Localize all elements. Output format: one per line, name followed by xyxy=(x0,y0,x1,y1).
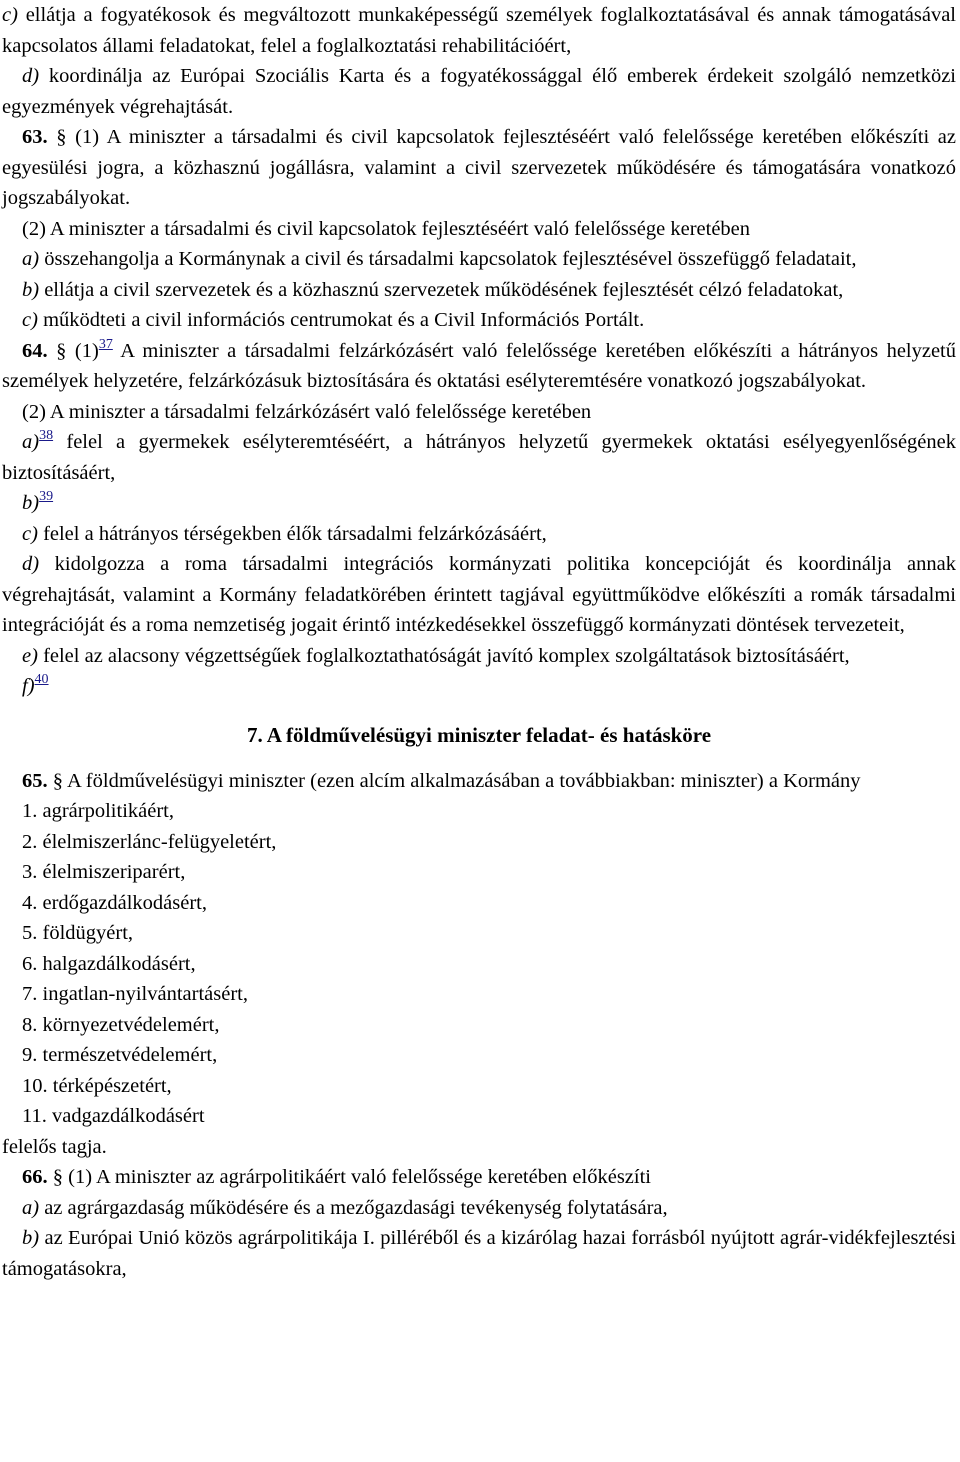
list-item: 9. természetvédelemért, xyxy=(22,1044,218,1066)
list-item: 7. ingatlan-nyilvántartásért, xyxy=(22,983,248,1005)
point-text: az agrárgazdaság működésére és a mezőgazdasági tevékenység folytatására, xyxy=(39,1196,668,1219)
point-letter: b) xyxy=(22,492,40,514)
section-64-point-c xyxy=(2,519,956,550)
footnote-link[interactable]: 38 xyxy=(39,428,54,443)
point-letter: d) xyxy=(22,553,40,575)
list-item: 2. élelmiszerlánc-felügyeletért, xyxy=(22,830,277,853)
point-text: felel a hátrányos térségekben élők társadalmi felzárkózásáért, xyxy=(37,522,547,545)
section-64-paragraph-2: (2) A miniszter a társadalmi felzárkózásért való felelőssége keretében xyxy=(22,400,592,423)
list-item: 3. élelmiszeriparért, xyxy=(22,861,186,883)
point-letter: a) xyxy=(22,431,40,453)
section-sign: § xyxy=(47,339,75,362)
section-number: 63. xyxy=(22,126,48,148)
section-63-point-a xyxy=(2,244,956,275)
point-text: az Európai Unió közös agrárpolitikája I. pilléréből és a kizárólag hazai forrásból nyújtott agrár-vidékfejlesztési támogatásokra, xyxy=(2,1227,956,1280)
footnote-link[interactable]: 40 xyxy=(34,672,49,687)
section-64-point-b xyxy=(2,488,956,519)
section-sign: § xyxy=(47,769,67,792)
point-letter: f) xyxy=(22,675,35,697)
point-text: ellátja a fogyatékosok és megváltozott munkaképességű személyek foglalkoztatásával és annak támogatásával kapcsolatos állami feladatokat, felel a foglalkoztatási rehabilitációért, xyxy=(2,4,956,57)
point-text: működteti a civil információs centrumokat és a Civil Információs Portált. xyxy=(37,309,645,331)
footnote-link[interactable]: 37 xyxy=(98,336,113,352)
list-item: 6. halgazdálkodásért, xyxy=(22,952,196,975)
section-65-closing: felelős tagja. xyxy=(2,1135,107,1158)
footnote-link[interactable]: 39 xyxy=(39,489,54,504)
point-letter: c) xyxy=(22,522,38,545)
point-letter: a) xyxy=(22,248,40,270)
list-item: 4. erdőgazdálkodásért, xyxy=(22,891,207,914)
paragraph-text: A miniszter a társadalmi felzárkózásért való felelőssége keretében előkészíti a hátrányos helyzetű személyek helyzetére, felzárkózásuk biztosítására és oktatási esélyteremtésére vonatkozó jogszabályokat. xyxy=(2,339,957,392)
section-66-paragraph-1 xyxy=(2,1162,956,1193)
point-letter: b) xyxy=(22,1227,40,1249)
point-letter: c) xyxy=(22,309,38,331)
legal-document xyxy=(2,0,956,1284)
section-sign: § xyxy=(47,126,76,148)
paragraph-text: (1) A miniszter a társadalmi és civil kapcsolatok fejlesztéséért való felelőssége keretében előkészíti az egyesülési jogra, a közhasznú jogállásra, valamint a civil szervezetek működésére és támogatására vonatkozó jogszabályokat. xyxy=(2,126,956,209)
section-63-point-c xyxy=(2,305,956,336)
paragraph-text: A földművelésügyi miniszter (ezen alcím alkalmazásában a továbbiakban: miniszter) a Kormány xyxy=(67,769,861,792)
section-number: 64. xyxy=(22,339,48,362)
paragraph-number: (1) xyxy=(74,339,99,362)
point-letter: c) xyxy=(2,4,18,26)
point-text: felel a gyermekek esélyteremtéséért, a hátrányos helyzetű gyermekek oktatási esélyegyenlőségének biztosításáért, xyxy=(2,431,956,484)
point-letter: b) xyxy=(22,278,40,301)
section-64-point-d xyxy=(2,549,956,641)
point-d-social-charter xyxy=(2,61,956,122)
point-c-disability xyxy=(2,0,956,61)
section-63-point-b xyxy=(2,275,956,306)
section-64-point-f xyxy=(2,671,956,702)
section-66-point-a xyxy=(2,1193,956,1224)
section-sign: § xyxy=(47,1166,69,1188)
section-64-point-e xyxy=(2,641,956,672)
list-item: 11. vadgazdálkodásért xyxy=(22,1105,205,1127)
section-65-intro xyxy=(2,766,956,797)
section-number: 65. xyxy=(22,769,48,792)
point-letter: a) xyxy=(22,1196,40,1219)
section-64-point-a xyxy=(2,427,956,488)
point-text: felel az alacsony végzettségűek foglalkoztathatóságát javító komplex szolgáltatások biztosításáért, xyxy=(37,644,850,667)
list-item: 5. földügyért, xyxy=(22,922,134,944)
point-text: koordinálja az Európai Szociális Karta és a fogyatékossággal élő emberek érdekeit szolgáló nemzetközi egyezmények végrehajtását. xyxy=(2,65,956,118)
point-text: ellátja a civil szervezetek és a közhasznú szervezetek működésének fejlesztését célzó feladatokat, xyxy=(39,278,844,301)
point-letter: d) xyxy=(22,65,40,87)
list-item: 1. agrárpolitikáért, xyxy=(22,800,174,822)
point-text: kidolgozza a roma társadalmi integrációs kormányzati politika koncepcióját és koordinálja annak végrehajtását, valamint a Kormány feladatkörében érintett tagjával együttműködve előkészíti a romák társadalmi integrációját és a roma nemzetiség jogait érintő intézkedésekkel összefüggő kormányzati döntések tervezeteit, xyxy=(2,553,956,636)
section-number: 66. xyxy=(22,1166,48,1188)
list-item: 10. térképészetért, xyxy=(22,1074,172,1097)
section-66-point-b xyxy=(2,1223,956,1284)
point-text: összehangolja a Kormánynak a civil és társadalmi kapcsolatok fejlesztésével összefüggő feladatait, xyxy=(39,248,857,270)
paragraph-text: (1) A miniszter az agrárpolitikáért való felelőssége keretében előkészíti xyxy=(68,1166,651,1188)
section-64-paragraph-1 xyxy=(2,336,956,397)
responsibility-list xyxy=(2,796,956,1132)
subtitle-heading: 7. A földművelésügyi miniszter feladat- és hatásköre xyxy=(246,722,712,747)
list-item: 8. környezetvédelemért, xyxy=(22,1013,220,1036)
point-letter: e) xyxy=(22,644,38,667)
section-63-paragraph-1 xyxy=(2,122,956,214)
section-63-paragraph-2: (2) A miniszter a társadalmi és civil kapcsolatok fejlesztéséért való felelőssége keretében xyxy=(22,217,751,240)
